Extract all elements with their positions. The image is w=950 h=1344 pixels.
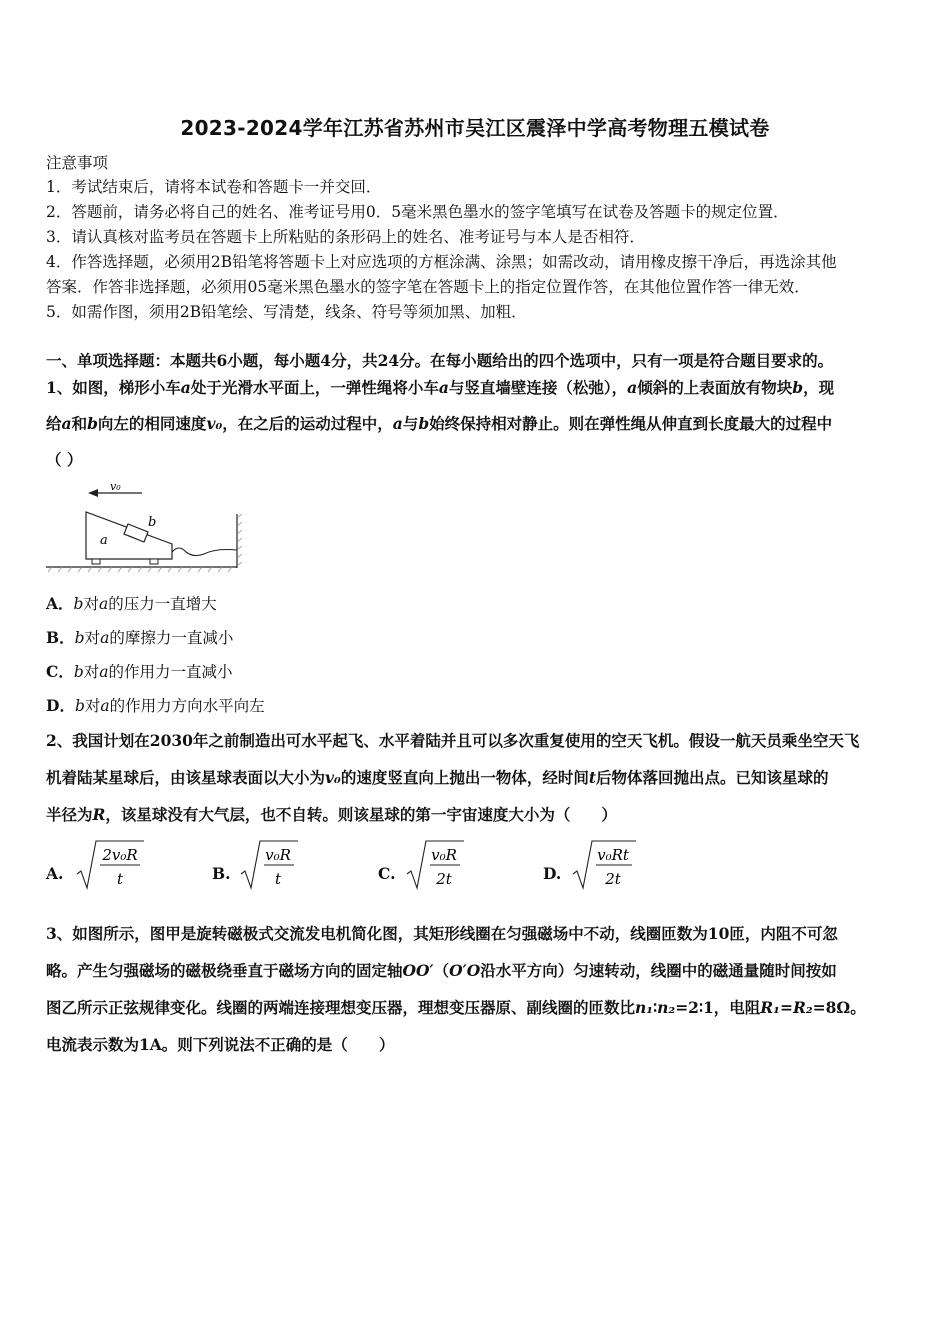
option-c[interactable]: C. <box>378 864 396 883</box>
question-1-line-1: 1、如图，梯形小车a处于光滑水平面上，一弹性绳将小车a与竖直墙壁连接（松弛），a倾斜的上表面放有物块b，现 <box>46 378 835 397</box>
option-d[interactable]: D．b对a的作用力方向水平向左 <box>46 696 265 715</box>
formula-numerator: 2v₀R <box>102 846 138 864</box>
notice-heading: 注意事项 <box>46 154 109 172</box>
formula-denominator: t <box>116 870 124 888</box>
question-1-line-3: （ ） <box>46 450 83 469</box>
velocity-label: v₀ <box>110 480 121 493</box>
option-b[interactable]: B. <box>212 864 231 883</box>
question-2-line-3: 半径为R，该星球没有大气层，也不自转。则该星球的第一宇宙速度大小为（ ） <box>46 805 617 824</box>
option-c[interactable]: C．b对a的作用力一直减小 <box>46 662 233 681</box>
option-b[interactable]: B．b对a的摩擦力一直减小 <box>46 628 234 647</box>
question-1-line-2: 给a和b向左的相同速度v₀，在之后的运动过程中，a与b始终保持相对静止。则在弹性绳从伸直到长度最大的过程中 <box>46 414 833 433</box>
formula-numerator: v₀Rt <box>597 846 629 864</box>
notice-item: 5．如需作图，须用2B铅笔绘、写清楚，线条、符号等须加黑、加粗． <box>46 303 527 321</box>
formula-denominator: 2t <box>605 870 621 888</box>
option-a[interactable]: A．b对a的压力一直增大 <box>46 594 217 613</box>
question-3-line-3: 图乙所示正弦规律变化。线圈的两端连接理想变压器，理想变压器原、副线圈的匝数比n₁∶n₂=2∶1，电阻R₁=R₂=8Ω。 <box>46 998 866 1017</box>
formula-numerator: v₀R <box>265 846 291 864</box>
section-heading: 一、单项选择题：本题共6小题，每小题4分，共24分。在每小题给出的四个选项中，只有一项是符合题目要求的。 <box>46 351 834 370</box>
formula-denominator: 2t <box>436 870 452 888</box>
question-3-line-2: 略。产生匀强磁场的磁极绕垂直于磁场方向的固定轴OO′（O′O沿水平方向）匀速转动，线圈中的磁通量随时间按如 <box>46 961 837 980</box>
option-b-formula[interactable] <box>240 838 300 892</box>
cart-a-label: a <box>100 533 108 548</box>
question-1-figure <box>44 478 244 573</box>
notice-item: 1．考试结束后，请将本试卷和答题卡一并交回． <box>46 178 382 196</box>
option-a-formula[interactable] <box>76 838 146 892</box>
question-2-line-1: 2、我国计划在2030年之前制造出可水平起飞、水平着陆并且可以多次重复使用的空天飞机。假设一航天员乘坐空天飞 <box>46 731 860 750</box>
question-3-line-1: 3、如图所示，图甲是旋转磁极式交流发电机简化图，其矩形线圈在匀强磁场中不动，线圈匝数为10匝，内阻不可忽 <box>46 924 838 943</box>
option-a[interactable]: A. <box>46 864 64 883</box>
formula-denominator: t <box>274 870 282 888</box>
question-2-line-2: 机着陆某星球后，由该星球表面以大小为v₀的速度竖直向上抛出一物体，经时间t后物体落回抛出点。已知该星球的 <box>46 768 829 787</box>
notice-item: 答案．作答非选择题，必须用05毫米黑色墨水的签字笔在答题卡上的指定位置作答，在其他位置作答一律无效． <box>46 278 810 296</box>
option-d-formula[interactable] <box>572 838 638 892</box>
option-c-formula[interactable] <box>406 838 466 892</box>
option-d[interactable]: D. <box>543 864 562 883</box>
notice-item: 4．作答选择题，必须用2B铅笔将答题卡上对应选项的方框涂满、涂黑；如需改动，请用橡皮擦干净后，再选涂其他 <box>46 253 837 271</box>
question-3-line-4: 电流表示数为1A。则下列说法不正确的是（ ） <box>46 1035 395 1054</box>
block-b-label: b <box>148 515 157 530</box>
formula-numerator: v₀R <box>431 846 457 864</box>
notice-item: 3．请认真核对监考员在答题卡上所粘贴的条形码上的姓名、准考证号与本人是否相符． <box>46 228 645 246</box>
notice-item: 2．答题前，请务必将自己的姓名、准考证号用0．5毫米黑色墨水的签字笔填写在试卷及答题卡的规定位置． <box>46 203 789 221</box>
page-title: 2023-2024学年江苏省苏州市吴江区震泽中学高考物理五模试卷 <box>180 116 770 140</box>
